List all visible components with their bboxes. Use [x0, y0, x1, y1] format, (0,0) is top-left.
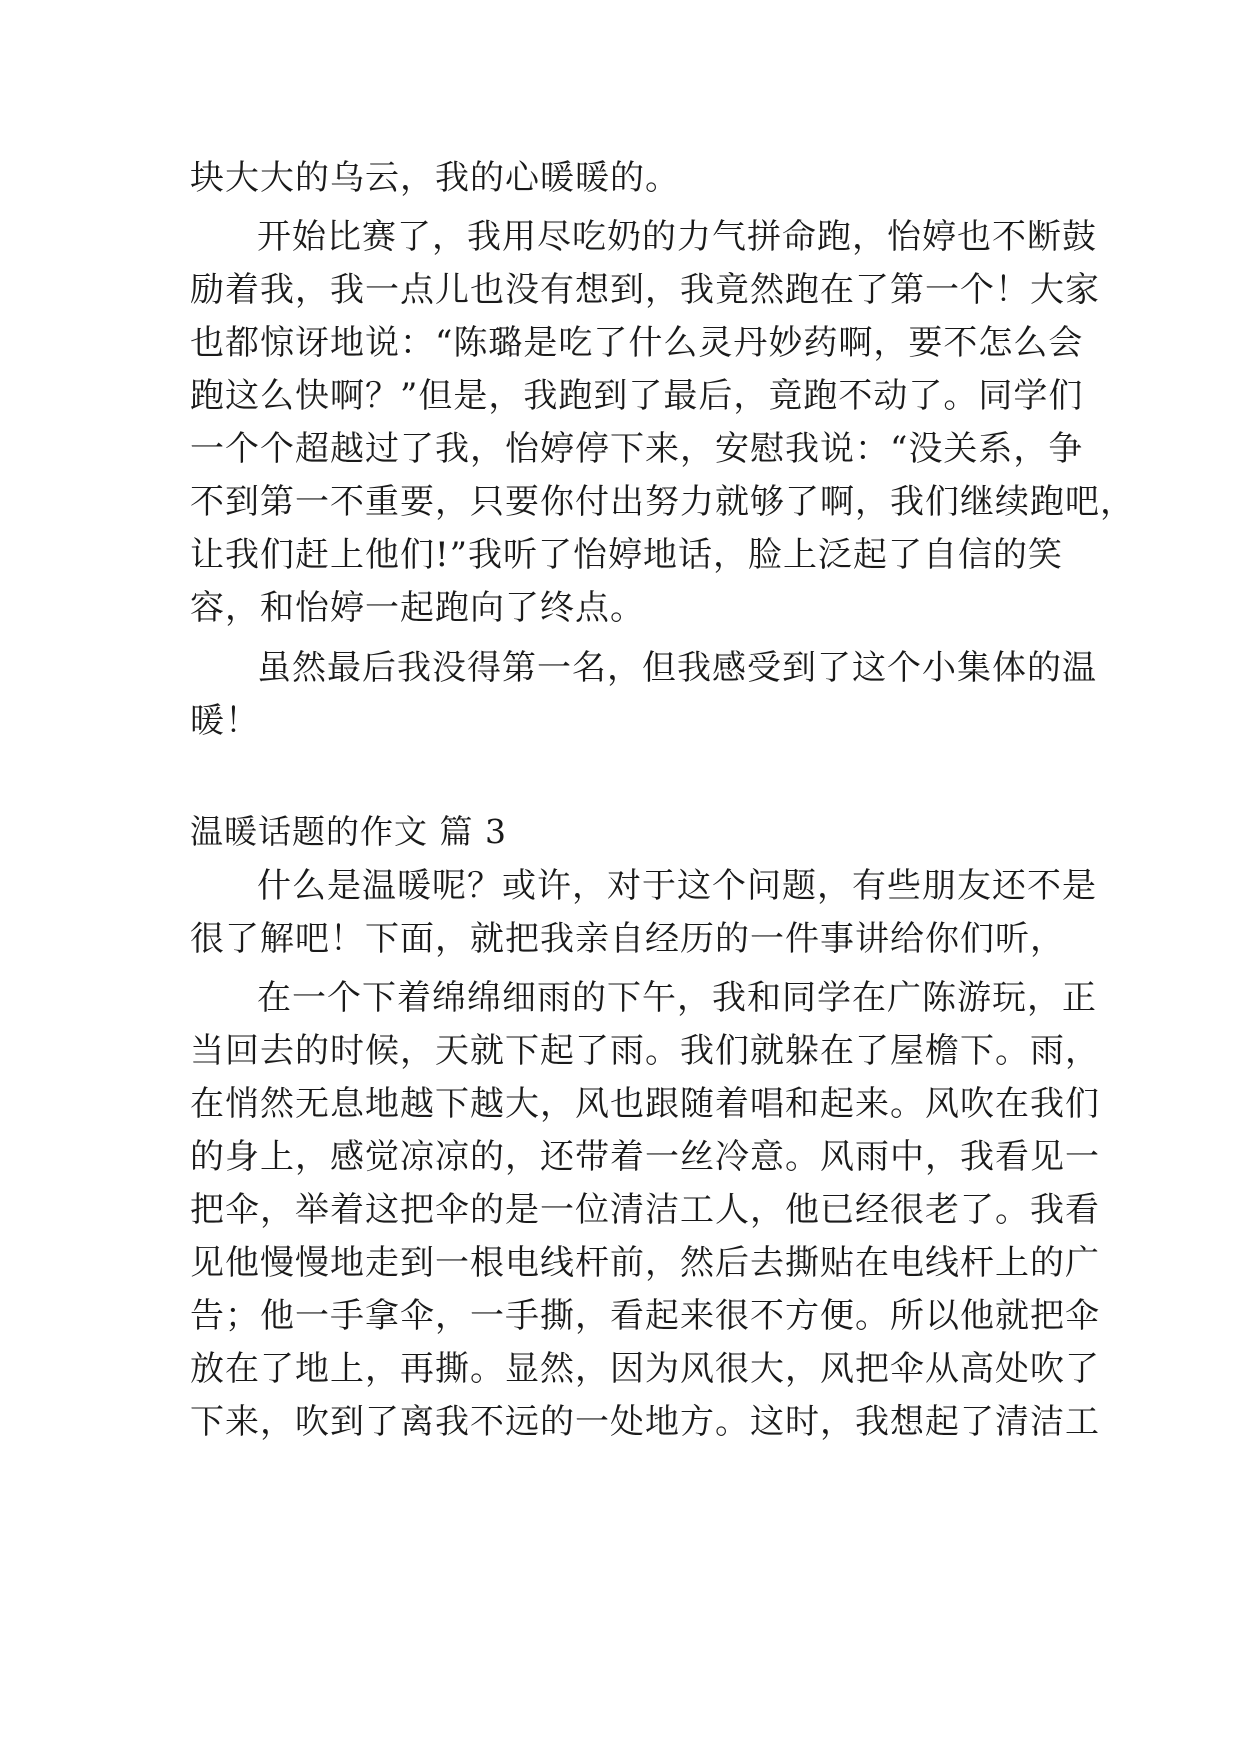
- paragraph-line: 放在了地上，再撕。显然，因为风很大，风把伞从高处吹了: [190, 1349, 1100, 1389]
- paragraph-line: 当回去的时候，天就下起了雨。我们就躲在了屋檐下。雨，: [190, 1031, 1100, 1071]
- paragraph-line: 开始比赛了，我用尽吃奶的力气拼命跑，怡婷也不断鼓: [257, 217, 1097, 257]
- paragraph-line: 在悄然无息地越下越大，风也跟随着唱和起来。风吹在我们: [190, 1084, 1100, 1124]
- paragraph-line: 见他慢慢地走到一根电线杆前，然后去撕贴在电线杆上的广: [190, 1243, 1100, 1283]
- paragraph-line: 一个个超越过了我，怡婷停下来，安慰我说：“没关系，争: [190, 429, 1084, 469]
- paragraph-line: 也都惊讶地说：“陈璐是吃了什么灵丹妙药啊，要不怎么会: [190, 323, 1084, 363]
- paragraph-line: 励着我，我一点儿也没有想到，我竟然跑在了第一个！大家: [190, 270, 1100, 310]
- paragraph-line: 下来，吹到了离我不远的一处地方。这时，我想起了清洁工: [190, 1402, 1100, 1442]
- paragraph-line: 让我们赶上他们!”我听了怡婷地话，脸上泛起了自信的笑: [190, 535, 1064, 575]
- paragraph-line: 的身上，感觉凉凉的，还带着一丝冷意。风雨中，我看见一: [190, 1137, 1100, 1177]
- paragraph-line: 在一个下着绵绵细雨的下午，我和同学在广陈游玩，正: [257, 978, 1097, 1018]
- paragraph-line: 暖！: [190, 701, 260, 741]
- paragraph-line: 块大大的乌云，我的心暖暖的。: [190, 158, 680, 198]
- paragraph-line: 什么是温暖呢？或许，对于这个问题，有些朋友还不是: [257, 866, 1097, 906]
- paragraph-line: 容，和怡婷一起跑向了终点。: [190, 588, 645, 628]
- paragraph-line: 把伞，举着这把伞的是一位清洁工人，他已经很老了。我看: [190, 1190, 1100, 1230]
- paragraph-line: 不到第一不重要，只要你付出努力就够了啊，我们继续跑吧，: [190, 482, 1135, 522]
- paragraph-line: 告；他一手拿伞，一手撕，看起来很不方便。所以他就把伞: [190, 1296, 1100, 1336]
- paragraph-line: 虽然最后我没得第一名，但我感受到了这个小集体的温: [257, 648, 1097, 688]
- section-heading: 温暖话题的作文 篇 3: [190, 812, 507, 851]
- paragraph-line: 跑这么快啊？”但是，我跑到了最后，竟跑不动了。同学们: [190, 376, 1084, 416]
- paragraph-line: 很了解吧！下面，就把我亲自经历的一件事讲给你们听，: [190, 919, 1065, 959]
